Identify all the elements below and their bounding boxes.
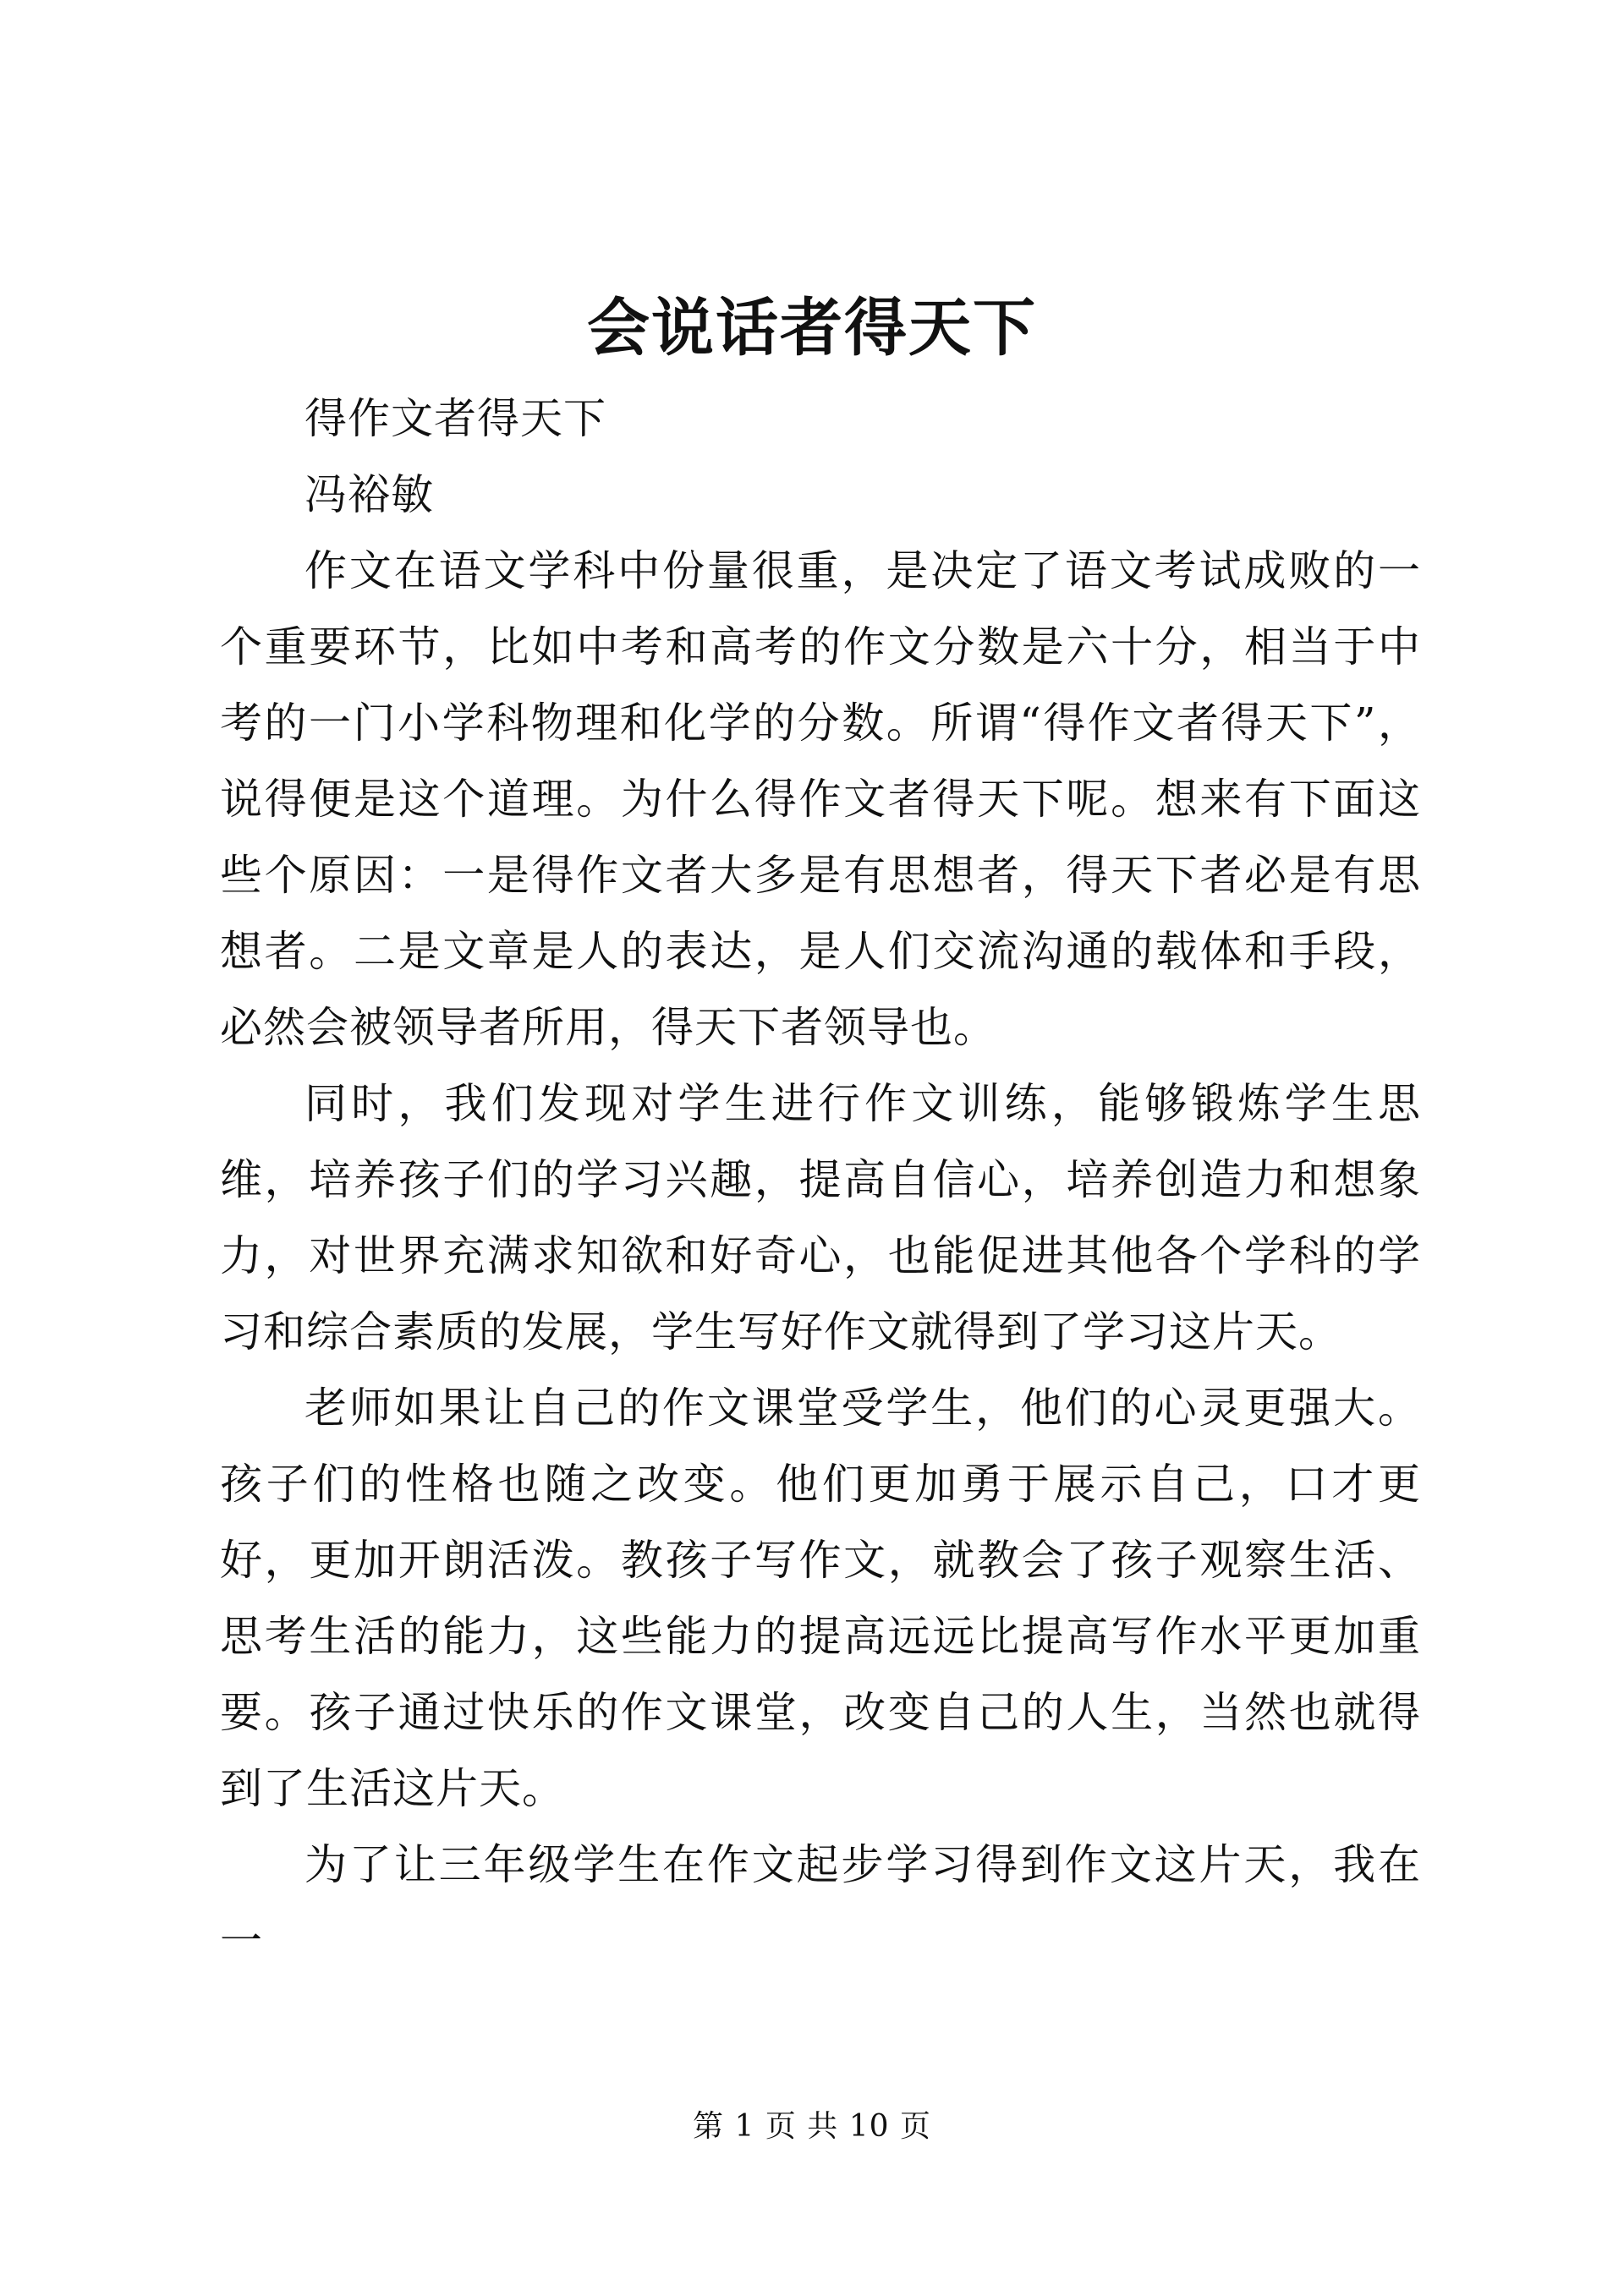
body-paragraph: 为了让三年级学生在作文起步学习得到作文这片天，我在一	[220, 1840, 1421, 1965]
document-body	[220, 381, 1421, 1979]
body-paragraph: 同时，我们发现对学生进行作文训练，能够锻炼学生思维，培养孩子们的学习兴趣，提高自信心，培养创造力和想象力，对世界充满求知欲和好奇心，也能促进其他各个学科的学习和综合素质的发展，学生写好作文就得到了学习这片天。	[220, 1079, 1421, 1356]
author-name: 冯裕敏	[304, 470, 434, 519]
body-paragraph: 作文在语文学科中份量很重，是决定了语文考试成败的一个重要环节，比如中考和高考的作文分数是六十分，相当于中考的一门小学科物理和化学的分数。所谓“得作文者得天下”，说得便是这个道理。为什么得作文者得天下呢。想来有下面这些个原因：一是得作文者大多是有思想者，得天下者必是有思想者。二是文章是人的表达，是人们交流沟通的载体和手段，必然会被领导者所用，得天下者领导也。	[220, 546, 1421, 1052]
body-paragraph: 老师如果让自己的作文课堂受学生，他们的心灵更强大。孩子们的性格也随之改变。他们更加勇于展示自己，口才更好，更加开朗活泼。教孩子写作文，就教会了孩子观察生活、思考生活的能力，这些能力的提高远远比提高写作水平更加重要。孩子通过快乐的作文课堂，改变自己的人生，当然也就得到了生活这片天。	[220, 1384, 1421, 1813]
page-number-footer: 第 1 页 共 10 页	[693, 2109, 931, 2144]
document-title: 会说话者得天下	[587, 292, 1037, 364]
subtitle: 得作文者得天下	[304, 394, 606, 443]
